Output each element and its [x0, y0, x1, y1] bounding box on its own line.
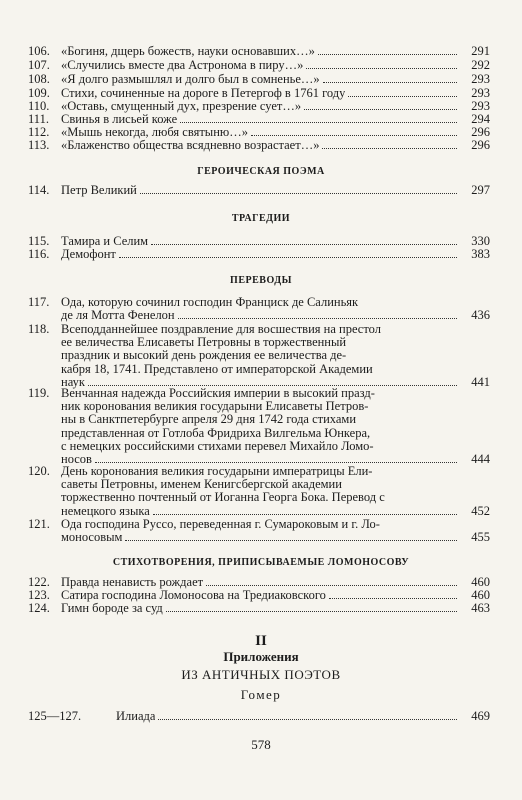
entry-title: «Блаженство общества всядневно возрастает…» — [61, 139, 320, 152]
entry-title-line: носов — [61, 452, 92, 467]
entry-number: 124. — [28, 601, 50, 615]
entry-number: 113. — [28, 138, 50, 152]
entry-title: Правда ненависть рождает — [61, 576, 204, 589]
entry-page: 293 — [471, 72, 490, 86]
entry-title-line: представленная от Готлоба Фридриха Вилгельма Юнкера, — [61, 426, 371, 440]
entry-number: 112. — [28, 125, 50, 139]
entry-title-line: Ода господина Руссо, переведенная г. Сумароковым и г. Ло- — [61, 518, 380, 531]
entry-number: 122. — [28, 575, 50, 589]
entry-number: 119. — [28, 386, 50, 400]
entry-page: 296 — [471, 138, 490, 152]
leader-dots — [95, 462, 457, 463]
leader-dots — [119, 257, 457, 258]
entry-number: 123. — [28, 588, 50, 602]
toc-entry — [28, 59, 490, 72]
entry-title-line: с немецких российскими стихами перевел Михайло Ломо- — [61, 439, 374, 453]
leader-dots — [158, 719, 457, 720]
entry-page: 296 — [471, 125, 490, 139]
leader-dots — [125, 540, 457, 541]
entry-number: 125—127. — [28, 709, 82, 723]
leader-dots — [151, 244, 457, 245]
toc-entry — [28, 710, 490, 723]
entry-title: «Мышь некогда, любя святыню…» — [61, 126, 248, 139]
entry-page: 436 — [471, 308, 490, 323]
entry-title: Гимн бороде за суд — [61, 602, 163, 615]
entry-number: 115. — [28, 234, 50, 248]
entry-number: 106. — [28, 44, 50, 58]
toc-entry — [28, 576, 490, 589]
entry-title-line: ны в Санктпетербурге апреля 29 дня 1742 года стихами — [61, 413, 357, 427]
section-heading: СТИХОТВОРЕНИЯ, ПРИПИСЫВАЕМЫЕ ЛОМОНОСОВУ — [112, 557, 410, 568]
entry-page: 293 — [471, 86, 490, 100]
section-heading: ПЕРЕВОДЫ — [230, 275, 292, 286]
entry-page: 294 — [471, 112, 490, 126]
entry-title-line: саветы Петровны, именем Кенигсбергской академии — [61, 478, 342, 492]
leader-dots — [329, 598, 457, 599]
entry-page: 441 — [471, 374, 490, 389]
entry-title-line: День коронования великия государыни императрицы Ели- — [61, 465, 373, 478]
entry-title-line: Ода, которую сочинил господин Франциск де Салиньяк — [61, 296, 359, 309]
entry-page: 444 — [471, 452, 490, 467]
entry-title: Свинья в лисьей коже — [61, 113, 178, 126]
entry-title-line: моносовым — [61, 530, 123, 545]
entry-page: 463 — [471, 601, 490, 615]
toc-entry — [28, 87, 490, 100]
toc-entry — [28, 126, 490, 139]
toc-entry — [28, 602, 490, 615]
toc-entry-multiline — [28, 387, 490, 466]
leader-dots — [251, 135, 457, 136]
part-number: II — [255, 633, 267, 649]
toc-entry — [28, 100, 490, 113]
toc-entry — [28, 45, 490, 58]
entry-title: «Богиня, дщерь божеств, науки основавших…» — [61, 45, 315, 58]
leader-dots — [153, 514, 457, 515]
leader-dots — [178, 318, 457, 319]
leader-dots — [318, 54, 457, 55]
leader-dots — [88, 385, 457, 386]
toc-entry — [28, 139, 490, 152]
entry-title: Петр Великий — [61, 184, 137, 197]
toc-entry-multiline — [28, 296, 490, 322]
entry-title: Сатира господина Ломоносова на Тредиаковского — [61, 589, 326, 602]
entry-title-line: ее величества Елисаветы Петровны в торжественный — [61, 336, 347, 350]
entry-title: Стихи, сочиненные на дороге в Петергоф в 1761 году — [61, 87, 346, 100]
leader-dots — [306, 68, 457, 69]
entry-page: 330 — [471, 234, 490, 248]
entry-number: 120. — [28, 464, 50, 478]
entry-title-line: ник коронования великия государыни Елисаветы Петров- — [61, 400, 369, 414]
leader-dots — [323, 82, 457, 83]
entry-page: 292 — [471, 58, 490, 72]
entry-number: 118. — [28, 322, 50, 336]
section-heading: ГЕРОИЧЕСКАЯ ПОЭМА — [197, 166, 325, 177]
entry-title-line: Венчанная надежда Российския империи в высокий празд- — [61, 387, 375, 400]
entry-number: 114. — [28, 183, 50, 197]
entry-page: 460 — [471, 588, 490, 602]
entry-title-line: торжественно почтенный от Иоганна Георга Бока. Перевод с — [61, 491, 385, 505]
entry-title: «Я долго размышлял и долго был в сомненье…» — [61, 73, 320, 86]
leader-dots — [304, 109, 457, 110]
entry-number: 111. — [28, 112, 49, 126]
entry-page: 293 — [471, 99, 490, 113]
author-heading: Гомер — [240, 687, 282, 702]
entry-number: 109. — [28, 86, 50, 100]
entry-page: 455 — [471, 530, 490, 545]
leader-dots — [348, 96, 457, 97]
entry-number: 121. — [28, 517, 50, 531]
entry-number: 116. — [28, 247, 50, 261]
leader-dots — [180, 122, 457, 123]
entry-title: «Оставь, смущенный дух, презрение сует…» — [61, 100, 302, 113]
leader-dots — [206, 585, 457, 586]
leader-dots — [166, 611, 457, 612]
toc-entry-multiline — [28, 518, 490, 544]
part-title: Приложения — [223, 649, 299, 664]
section-heading: ТРАГЕДИИ — [231, 213, 291, 224]
entry-title-line: немецкого языка — [61, 503, 150, 518]
entry-title-line: праздник и высокий день рождения ее величества де- — [61, 349, 347, 363]
entry-number: 110. — [28, 99, 50, 113]
toc-entry — [28, 235, 490, 248]
entry-title: «Случились вместе два Астронома в пиру…» — [61, 59, 304, 72]
toc-entry — [28, 589, 490, 602]
entry-title: Тамира и Селим — [61, 235, 149, 248]
toc-entry — [28, 113, 490, 126]
toc-entry-multiline — [28, 323, 490, 389]
entry-page: 291 — [471, 44, 490, 58]
entry-title-line: наук — [61, 374, 85, 389]
entry-title-line: Всеподданнейшее поздравление для восшествия на престол — [61, 323, 381, 336]
part-subtitle: ИЗ АНТИЧНЫХ ПОЭТОВ — [181, 667, 341, 682]
entry-page: 452 — [471, 503, 490, 518]
entry-page: 297 — [471, 183, 490, 197]
toc-entry — [28, 248, 490, 261]
entry-page: 460 — [471, 575, 490, 589]
leader-dots — [322, 148, 457, 149]
toc-entry — [28, 184, 490, 197]
toc-entry-multiline — [28, 465, 490, 518]
page-number: 578 — [251, 737, 271, 752]
entry-number: 108. — [28, 72, 50, 86]
entry-number: 107. — [28, 58, 50, 72]
entry-page: 469 — [471, 709, 490, 723]
toc-entry — [28, 73, 490, 86]
entry-number: 117. — [28, 295, 50, 309]
entry-title: Илиада — [116, 710, 156, 723]
entry-page: 383 — [471, 247, 490, 261]
entry-title-line: де ля Мотта Фенелон — [61, 308, 175, 323]
leader-dots — [140, 193, 457, 194]
entry-title-line: кабря 18, 1741. Представлено от императорской Академии — [61, 362, 373, 376]
entry-title: Демофонт — [61, 248, 116, 261]
